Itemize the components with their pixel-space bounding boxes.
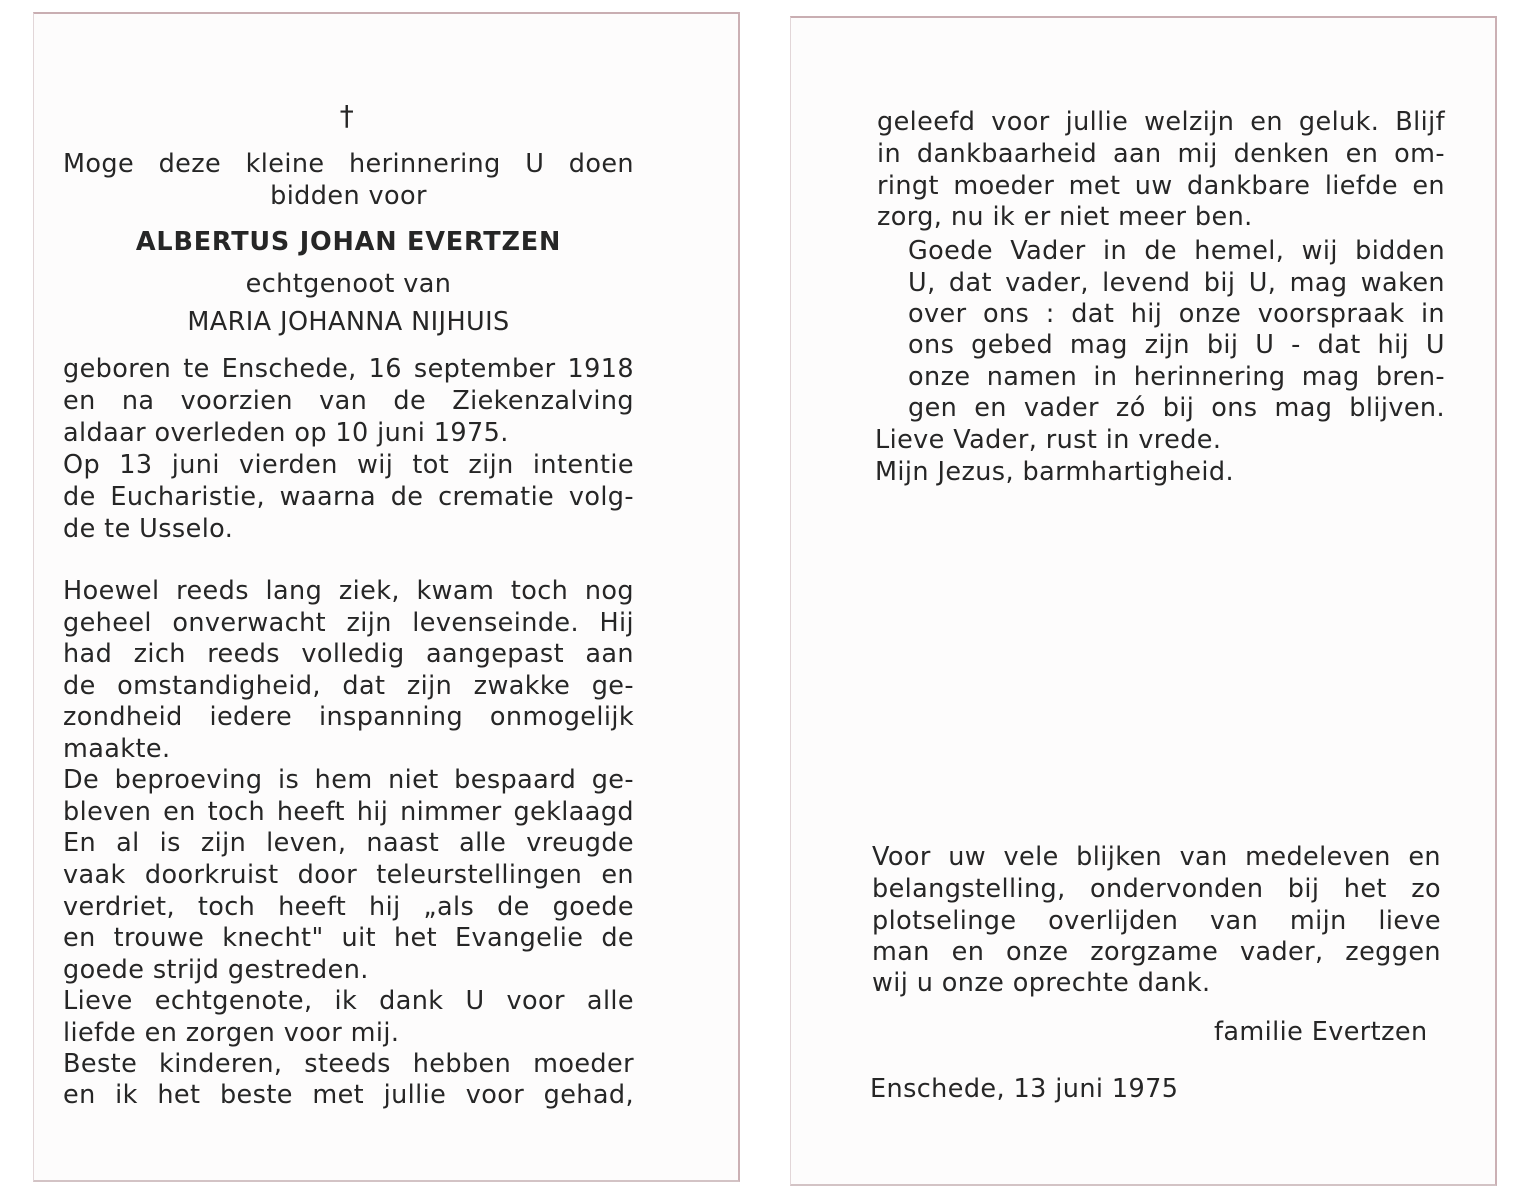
text-line: ons gebed mag zijn bij U - dat hij U bbox=[908, 330, 1445, 360]
text-line: zorg, nu ik er niet meer ben. bbox=[877, 202, 1253, 232]
text-line: goede strijd gestreden. bbox=[63, 955, 369, 985]
intro-line: Moge deze kleine herinnering U doen bbox=[63, 149, 634, 179]
life-facts-line: de Eucharistie, waarna de crematie volg- bbox=[63, 482, 634, 512]
spouse-label: echtgenoot van bbox=[245, 269, 452, 299]
text-line: maakte. bbox=[63, 734, 171, 764]
text-line: en trouwe knecht" uit het Evangelie de bbox=[63, 923, 634, 953]
life-facts-line: en na voorzien van de Ziekenzalving bbox=[63, 386, 634, 416]
text-line: ringt moeder met uw dankbare liefde en bbox=[877, 171, 1445, 201]
spouse-name: MARIA JOHANNA NIJHUIS bbox=[187, 307, 510, 337]
text-line: U, dat vader, levend bij U, mag waken bbox=[908, 268, 1445, 298]
thanks-line: man en onze zorgzame vader, zeggen bbox=[872, 937, 1441, 967]
text-line: Mijn Jezus, barmhartigheid. bbox=[875, 457, 1234, 487]
life-facts-line: aldaar overleden op 10 juni 1975. bbox=[63, 418, 509, 448]
text-line: had zich reeds volledig aangepast aan bbox=[63, 639, 634, 669]
text-line: Goede Vader in de hemel, wij bidden bbox=[908, 236, 1445, 266]
text-line: verdriet, toch heeft hij „als de goede bbox=[63, 892, 634, 922]
life-facts-line: geboren te Enschede, 16 september 1918 bbox=[63, 354, 634, 384]
life-facts-line: Op 13 juni vierden wij tot zijn intentie bbox=[63, 450, 634, 480]
text-line: liefde en zorgen voor mij. bbox=[63, 1018, 400, 1048]
deceased-name: ALBERTUS JOHAN EVERTZEN bbox=[135, 227, 562, 257]
intro-line: bidden voor bbox=[270, 181, 427, 211]
thanks-line: plotselinge overlijden van mijn lieve bbox=[872, 906, 1441, 936]
text-line: bleven en toch heeft hij nimmer geklaagd bbox=[63, 797, 634, 827]
thanks-line: Voor uw vele blijken van medeleven en bbox=[872, 842, 1441, 872]
text-line: zondheid iedere inspanning onmogelijk bbox=[63, 702, 634, 732]
thanks-line: belangstelling, ondervonden bij het zo bbox=[872, 874, 1441, 904]
text-line: vaak doorkruist door teleurstellingen en bbox=[63, 860, 634, 890]
text-line: over ons : dat hij onze voorspraak in bbox=[908, 299, 1445, 329]
text-line: geleefd voor jullie welzijn en geluk. Blijf bbox=[877, 107, 1445, 137]
signature: familie Evertzen bbox=[1214, 1017, 1428, 1047]
text-line: Beste kinderen, steeds hebben moeder bbox=[63, 1049, 634, 1079]
text-line: Hoewel reeds lang ziek, kwam toch nog bbox=[63, 576, 634, 606]
text-line: Lieve Vader, rust in vrede. bbox=[875, 425, 1222, 455]
cross-symbol: † bbox=[339, 99, 355, 132]
text-line: Lieve echtgenote, ik dank U voor alle bbox=[63, 986, 634, 1016]
text-line: onze namen in herinnering mag bren- bbox=[908, 362, 1445, 392]
text-line: in dankbaarheid aan mij denken en om- bbox=[877, 139, 1445, 169]
text-line: gen en vader zó bij ons mag blijven. bbox=[908, 393, 1445, 423]
place-date: Enschede, 13 juni 1975 bbox=[870, 1074, 1179, 1104]
text-line: en ik het beste met jullie voor gehad, bbox=[63, 1080, 634, 1110]
text-line: En al is zijn leven, naast alle vreugde bbox=[63, 828, 634, 858]
text-line: De beproeving is hem niet bespaard ge- bbox=[63, 765, 634, 795]
text-line: geheel onverwacht zijn levenseinde. Hij bbox=[63, 608, 634, 638]
life-facts-line: de te Usselo. bbox=[63, 514, 234, 544]
thanks-line: wij u onze oprechte dank. bbox=[872, 968, 1211, 998]
text-line: de omstandigheid, dat zijn zwakke ge- bbox=[63, 671, 634, 701]
